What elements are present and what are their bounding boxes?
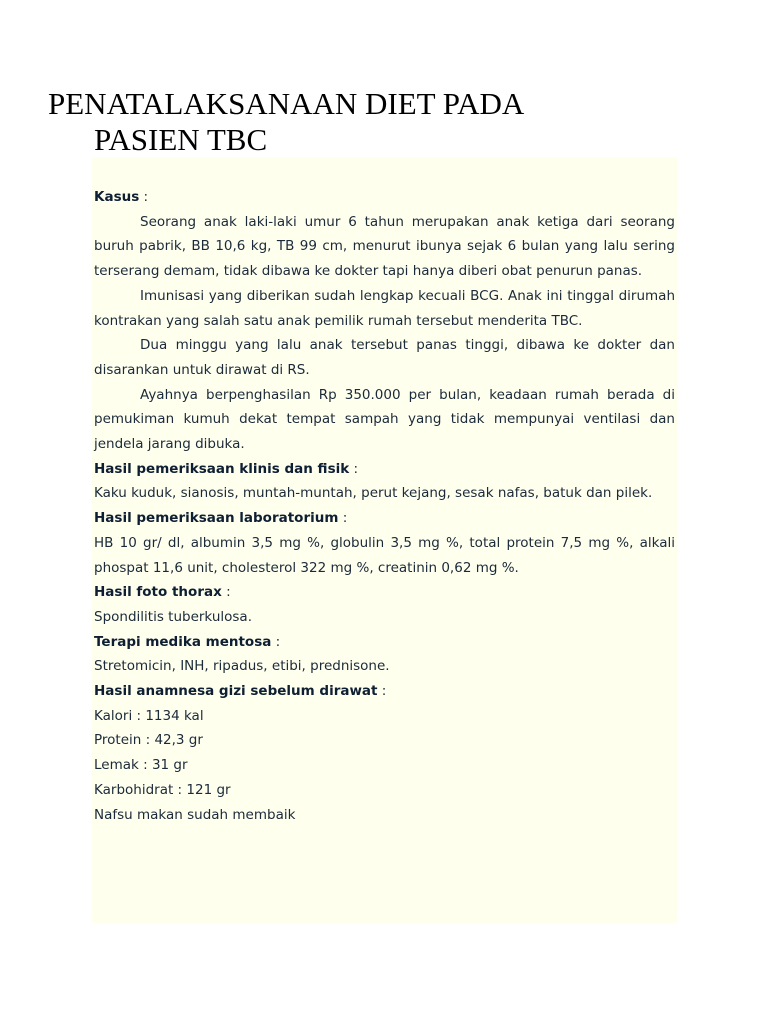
anamnesa-line: Lemak : 31 gr [94,757,188,774]
lab-separator: : [338,510,348,527]
therapy-heading: Terapi medika mentosa [94,633,272,650]
anamnesa-heading-line [94,679,675,704]
kasus-heading: Kasus [94,189,140,205]
anamnesa-line: Nafsu makan sudah membaik [94,806,296,823]
anamnesa-heading: Hasil anamnesa gizi sebelum dirawat [94,683,378,700]
kasus-paragraph: Ayahnya berpenghasilan Rp 350.000 per bulan, keadaan rumah berada di pemukiman kumuh dekat tempat sampah yang tidak mempunyai ventilasi dan jendela jarang dibuka. [94,386,675,453]
kasus-paragraph: Dua minggu yang lalu anak tersebut panas tinggi, dibawa ke dokter dan disarankan untuk dirawat di RS. [94,337,675,378]
clinical-heading-line [94,457,675,482]
kasus-paragraph: Seorang anak laki-laki umur 6 tahun merupakan anak ketiga dari seorang buruh pabrik, BB 10,6 kg, TB 99 cm, menurut ibunya sejak 6 bulan yang lalu sering terserang demam, tidak dibawa ke dokter tapi hanya diberi obat penurun panas. [94,213,675,280]
lab-text: HB 10 gr/ dl, albumin 3,5 mg %, globulin 3,5 mg %, total protein 7,5 mg %, alkali phospat 11,6 unit, cholesterol 322 mg %, creatinin 0,62 mg %. [94,534,675,576]
kasus-separator: : [139,189,149,205]
case-panel [92,157,677,923]
clinical-heading: Hasil pemeriksaan klinis dan fisik [94,460,350,477]
clinical-text: Kaku kuduk, sianosis, muntah-muntah, perut kejang, sesak nafas, batuk dan pilek. [94,485,653,502]
thorax-heading: Hasil foto thorax [94,584,222,601]
lab-heading-line [94,506,675,531]
therapy-heading-line [94,630,675,655]
thorax-separator: : [221,584,231,601]
therapy-text: Stretomicin, INH, ripadus, etibi, prednisone. [94,658,390,675]
anamnesa-separator: : [377,683,387,700]
anamnesa-line: Karbohidrat : 121 gr [94,781,231,798]
clinical-separator: : [349,460,359,477]
thorax-text: Spondilitis tuberkulosa. [94,608,252,625]
page-title [48,86,708,158]
title-line-1: PENATALAKSANAAN DIET PADA [48,86,525,121]
thorax-heading-line [94,580,675,605]
therapy-separator: : [271,633,281,650]
anamnesa-line: Protein : 42,3 gr [94,732,203,749]
lab-heading: Hasil pemeriksaan laboratorium [94,510,339,527]
kasus-heading-line [94,185,675,210]
anamnesa-line: Kalori : 1134 kal [94,707,204,724]
kasus-paragraph: Imunisasi yang diberikan sudah lengkap kecuali BCG. Anak ini tinggal dirumah kontrakan yang salah satu anak pemilik rumah tersebut menderita TBC. [94,287,675,329]
title-line-2: PASIEN TBC [94,122,268,157]
